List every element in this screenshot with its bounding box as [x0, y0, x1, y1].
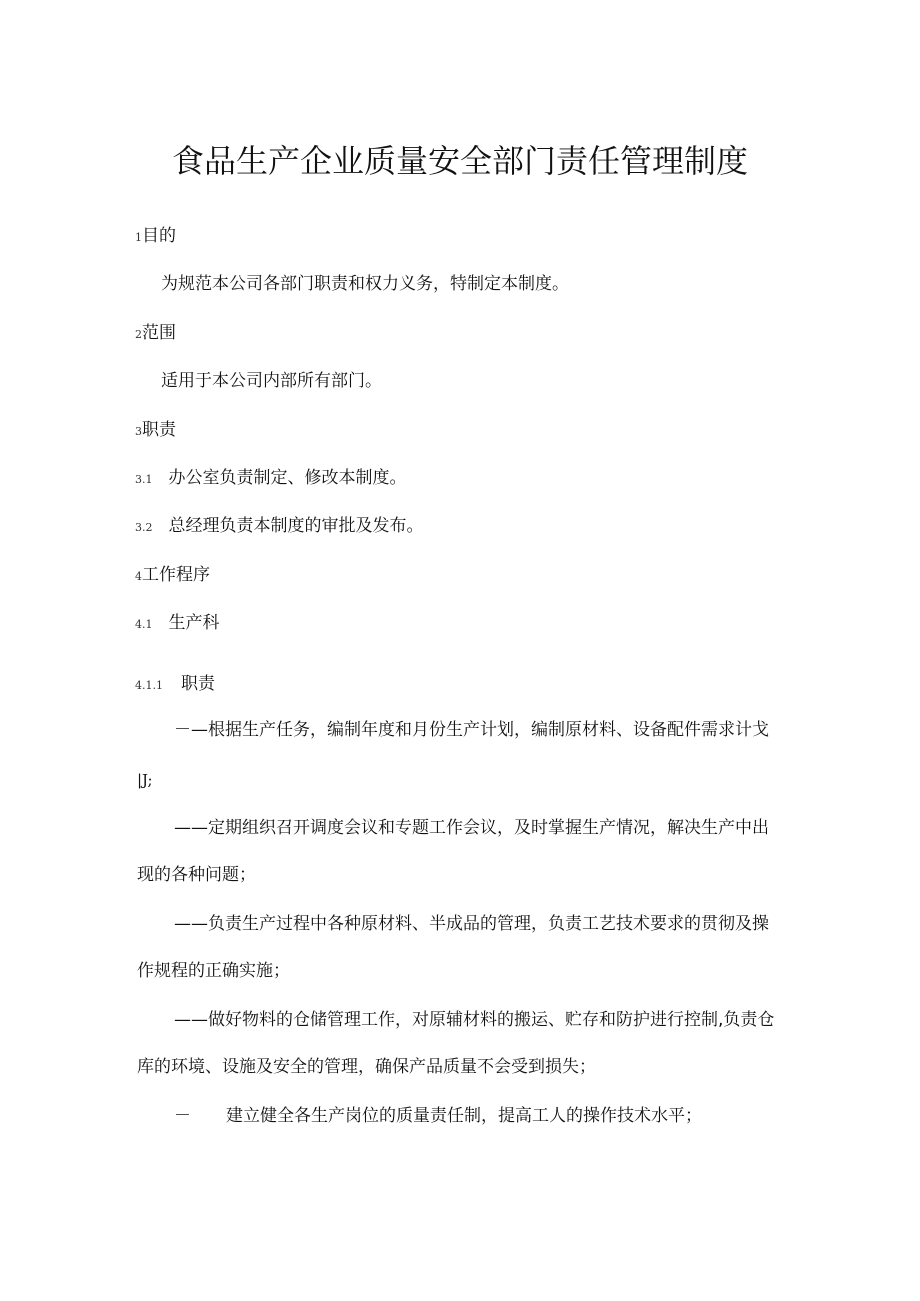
section-number: 3: [135, 425, 142, 438]
section-heading: 目的: [142, 226, 176, 246]
section-number: 1: [135, 231, 142, 244]
section-text: 生产科: [168, 613, 220, 633]
section-1-body: 为规范本公司各部门职责和权力义务，特制定本制度。: [161, 274, 569, 294]
duty-text: —根据生产任务，编制年度和月份生产计划，编制原材料、设备配件需求计戈: [191, 720, 769, 740]
duty-item-1-line-1: [174, 718, 769, 742]
section-2-heading: [135, 321, 176, 347]
section-text: 办公室负责制定、修改本制度。: [168, 468, 407, 488]
section-heading: 工作程序: [142, 565, 210, 585]
section-4-1: [135, 611, 220, 637]
section-3-2: [135, 514, 424, 540]
duty-item-1-line-2: |J;: [137, 771, 153, 789]
duty-item-3-line-2: 作规程的正确实施；: [137, 961, 290, 981]
duty-item-3-line-1: ——负责生产过程中各种原材料、半成品的管理，负责工艺技术要求的贯彻及操: [174, 914, 769, 934]
section-3-heading: [135, 418, 176, 444]
section-text: 职责: [181, 674, 215, 694]
section-2-body: 适用于本公司内部所有部门。: [161, 371, 382, 391]
section-4-heading: [135, 563, 210, 589]
duty-text: 建立健全各生产岗位的质量责任制，提高工人的操作技术水平；: [226, 1106, 702, 1126]
section-number: 4: [135, 570, 142, 583]
section-number: 4.1.1: [135, 679, 163, 692]
duty-item-5-line-1: [174, 1104, 702, 1128]
duty-item-2-line-1: ——定期组织召开调度会议和专题工作会议，及时掌握生产情况，解决生产中出: [174, 818, 769, 838]
duty-item-4-line-1: ——做好物料的仓储管理工作，对原辅材料的搬运、贮存和防护进行控制,负责仓: [174, 1010, 775, 1030]
document-title: 食品生产企业质量安全部门责任管理制度: [171, 142, 748, 180]
section-number: 3.2: [135, 521, 153, 534]
section-3-1: [135, 466, 407, 492]
section-number: 3.1: [135, 473, 153, 486]
dash-prefix: －: [174, 1106, 191, 1126]
section-text: 总经理负责本制度的审批及发布。: [168, 516, 424, 536]
dash-prefix: －: [174, 720, 191, 740]
section-number: 2: [135, 328, 142, 341]
section-heading: 职责: [142, 420, 176, 440]
duty-item-4-line-2: 库的环境、设施及安全的管理，确保产品质量不会受到损失；: [137, 1057, 596, 1077]
section-heading: 范围: [142, 323, 176, 343]
section-1-heading: [135, 224, 176, 250]
duty-item-2-line-2: 现的各种问题；: [137, 865, 256, 885]
section-number: 4.1: [135, 618, 153, 631]
section-4-1-1: [135, 672, 215, 698]
